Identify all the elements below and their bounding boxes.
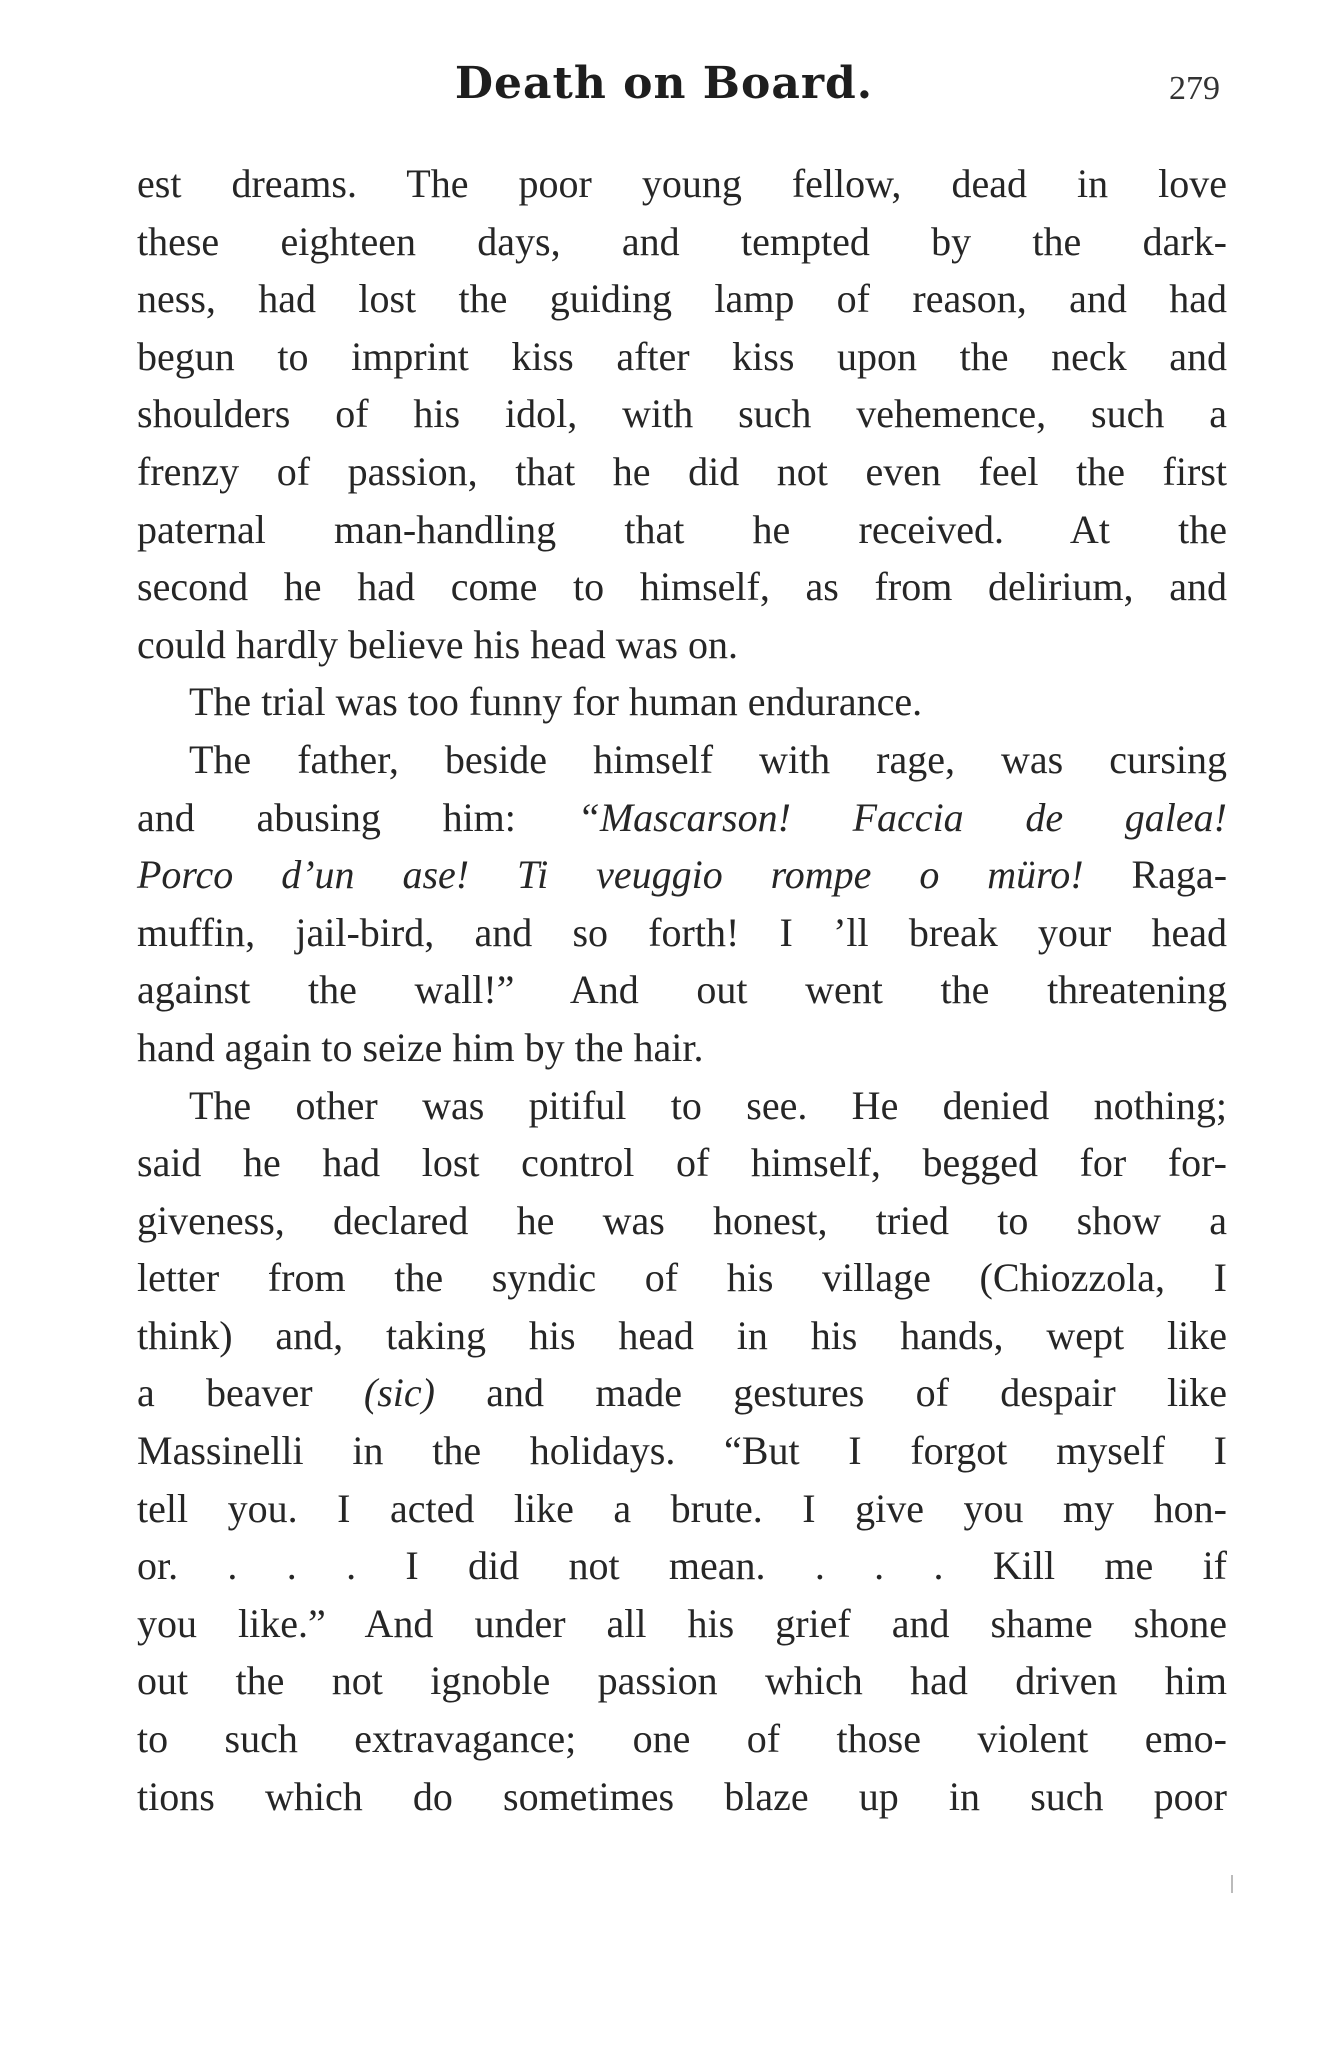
text-line: to such extravagance; one of those violent emo- (137, 1716, 1227, 1762)
text-run: and made gestures of despair like (486, 1370, 1227, 1416)
running-title: Death on Board. (454, 58, 874, 109)
text-line: frenzy of passion, that he did not even feel the first (137, 448, 1227, 494)
text-line: said he had lost control of himself, begged for for- (137, 1140, 1227, 1186)
text-line: giveness, declared he was honest, tried to show a (137, 1197, 1227, 1243)
text-run: Raga- (1131, 852, 1228, 898)
text-line: letter from the syndic of his village (Chiozzola, I (137, 1255, 1227, 1301)
text-run: and abusing him: (137, 794, 516, 840)
text-line: begun to imprint kiss after kiss upon the neck and (137, 333, 1227, 379)
text-line: tell you. I acted like a brute. I give you my hon- (137, 1485, 1227, 1531)
text-line: muffin, jail-bird, and so forth! I ’ll break your head (137, 909, 1227, 955)
italic-phrase: “Mascarson! Faccia de galea! (577, 794, 1227, 840)
text-line: tions which do sometimes blaze up in such poor (137, 1773, 1227, 1819)
running-head (0, 58, 1328, 118)
text-run: a beaver (137, 1370, 313, 1416)
page-number: 279 (1169, 70, 1220, 107)
text-line: ness, had lost the guiding lamp of reason, and had (137, 276, 1227, 322)
text-line: or. . . . I did not mean. . . . Kill me if (137, 1543, 1227, 1589)
italic-phrase: Porco d’un ase! Ti veuggio rompe o müro! (137, 852, 1084, 898)
text-line (137, 846, 1227, 904)
paragraph-line: The father, beside himself with rage, was cursing (189, 736, 1227, 782)
text-line: second he had come to himself, as from delirium, and (137, 564, 1227, 610)
text-line: Massinelli in the holidays. “But I forgot myself I (137, 1428, 1227, 1474)
paragraph-line: The other was pitiful to see. He denied nothing; (189, 1082, 1227, 1128)
text-line: think) and, taking his head in his hands, wept like (137, 1312, 1227, 1358)
text-line: you like.” And under all his grief and shame shone (137, 1600, 1227, 1646)
text-line: shoulders of his idol, with such vehemence, such a (137, 391, 1227, 437)
text-line (137, 1364, 1227, 1422)
text-line: against the wall!” And out went the threatening (137, 967, 1227, 1013)
paragraph-line: The trial was too funny for human endurance. (189, 679, 923, 725)
text-line: hand again to seize him by the hair. (137, 1024, 704, 1070)
body-text (137, 155, 1227, 1825)
text-line: out the not ignoble passion which had driven him (137, 1658, 1227, 1704)
margin-mark (1231, 1875, 1233, 1893)
text-line (137, 789, 1227, 847)
text-line: these eighteen days, and tempted by the dark- (137, 218, 1227, 264)
text-line: paternal man-handling that he received. At the (137, 506, 1227, 552)
text-line: est dreams. The poor young fellow, dead in love (137, 161, 1227, 206)
text-line: could hardly believe his head was on. (137, 621, 738, 667)
italic-phrase: (sic) (363, 1370, 435, 1416)
